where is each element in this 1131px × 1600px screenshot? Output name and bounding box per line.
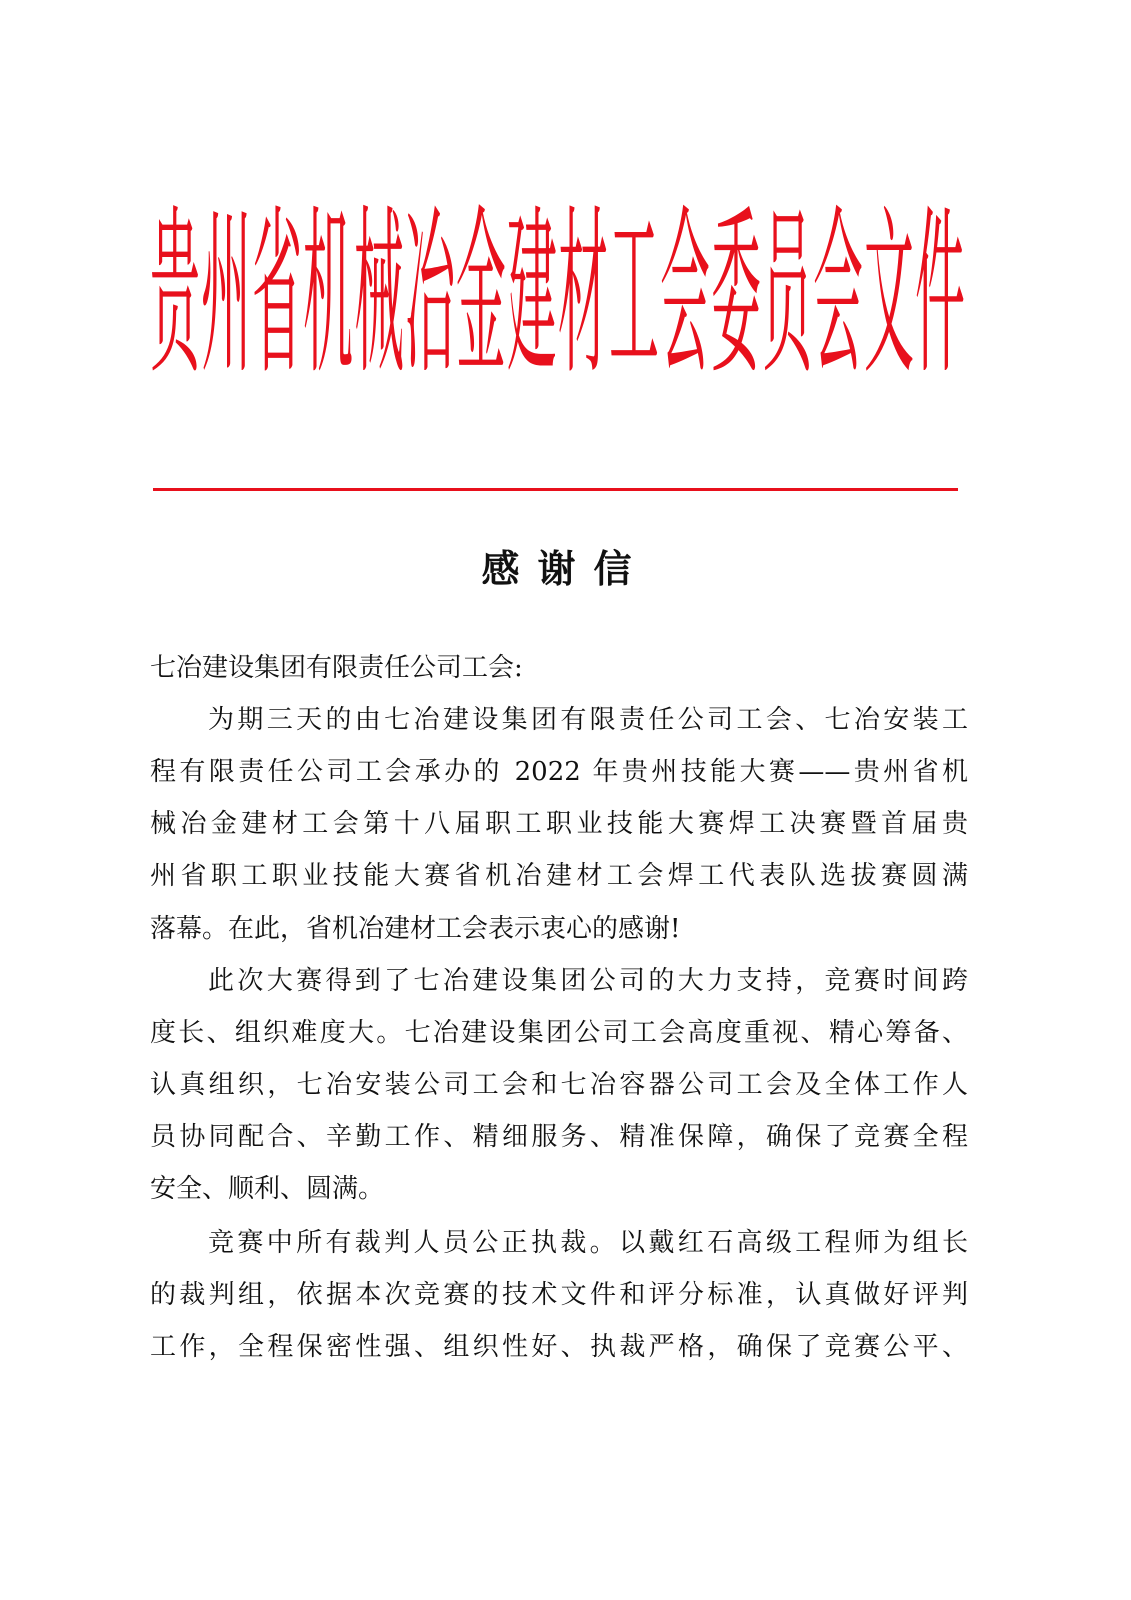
body-line: 为期三天的由七冶建设集团有限责任公司工会、七冶安装工 xyxy=(208,705,968,735)
body-line: 员协同配合、辛勤工作、精细服务、精准保障，确保了竞赛全程 xyxy=(150,1122,968,1152)
letter-title: 感谢信 xyxy=(481,546,650,591)
body-line: 竞赛中所有裁判人员公正执裁。以戴红石高级工程师为组长 xyxy=(208,1228,968,1258)
body-line: 工作，全程保密性强、组织性好、执裁严格，确保了竞赛公平、 xyxy=(150,1332,968,1362)
body-line: 械冶金建材工会第十八届职工职业技能大赛焊工决赛暨首届贵 xyxy=(150,809,968,839)
salutation: 七冶建设集团有限责任公司工会: xyxy=(150,653,523,683)
body-line: 的裁判组，依据本次竞赛的技术文件和评分标准，认真做好评判 xyxy=(150,1280,968,1310)
body-line: 认真组织，七冶安装公司工会和七冶容器公司工会及全体工作人 xyxy=(150,1070,968,1100)
header-divider xyxy=(153,488,958,491)
issuer-title: 贵州省机械冶金建材工会委员会文件 xyxy=(150,190,965,400)
body-line: 安全、顺利、圆满。 xyxy=(150,1174,385,1204)
body-line: 州省职工职业技能大赛省机冶建材工会焊工代表队选拔赛圆满 xyxy=(150,861,968,891)
body-line: 落幕。在此，省机冶建材工会表示衷心的感谢! xyxy=(150,914,681,944)
body-line: 此次大赛得到了七冶建设集团公司的大力支持，竞赛时间跨 xyxy=(208,966,968,996)
document-header xyxy=(150,190,965,400)
body-line: 程有限责任公司工会承办的 2022 年贵州技能大赛——贵州省机 xyxy=(150,757,968,787)
body-line: 度长、组织难度大。七冶建设集团公司工会高度重视、精心筹备、 xyxy=(150,1018,968,1048)
